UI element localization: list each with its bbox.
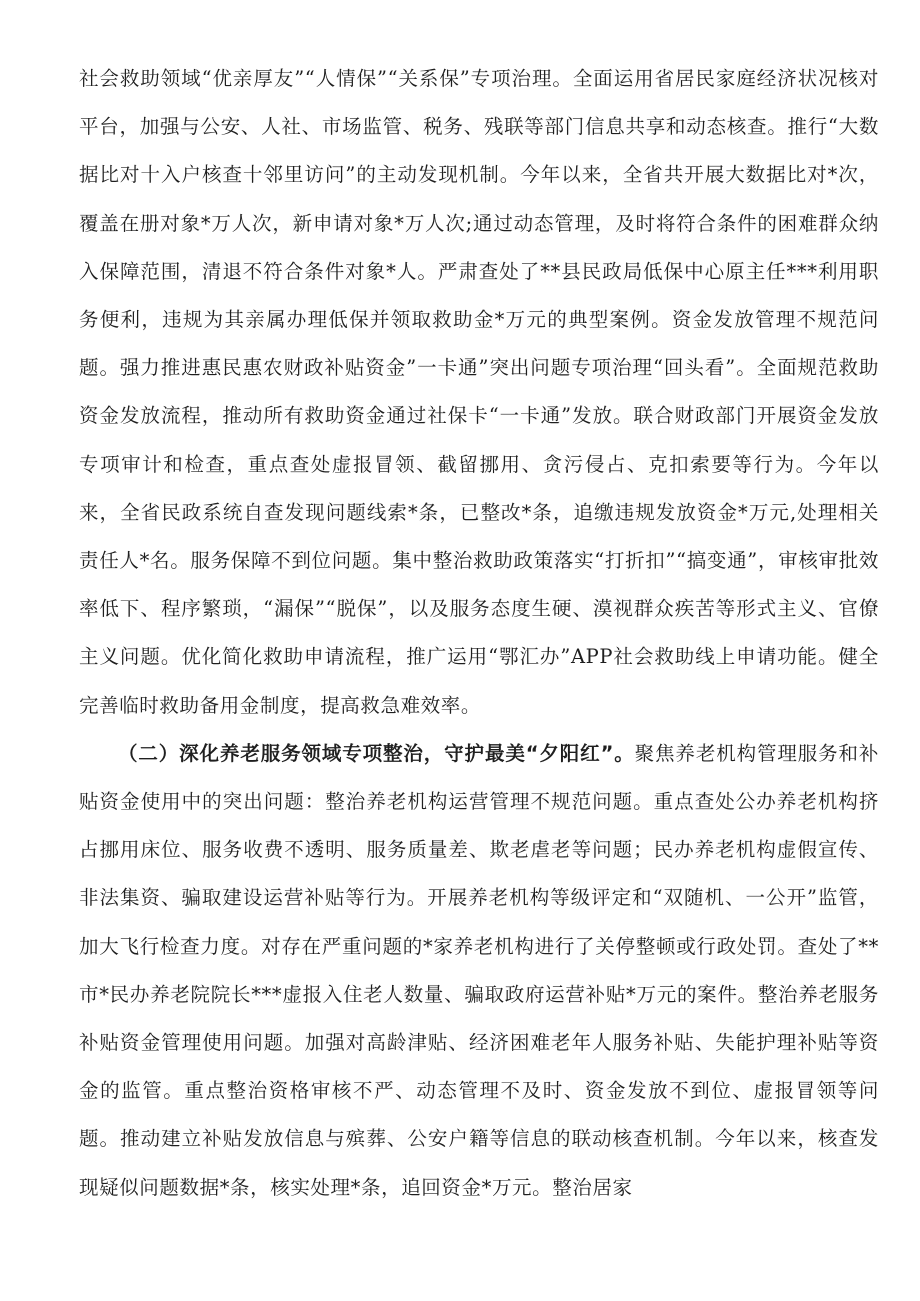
paragraph-social-assistance: 社会救助领域“优亲厚友”“人情保”“关系保”专项治理。全面运用省居民家庭经济状况核对平台，加强与公安、人社、市场监管、税务、残联等部门信息共享和动态核查。推行“大数据比对十入户核查十邻里访问”的主动发现机制。今年以来，全省共开展大数据比对*次，覆盖在册对象*万人次，新申请对象*万人次;通过动态管理，及时将符合条件的困难群众纳入保障范围，清退不符合条件对象*人。严肃查处了**县民政局低保中心原主任***利用职务便利，违规为其亲属办理低保并领取救助金*万元的典型案例。资金发放管理不规范问题。强力推进惠民惠农财政补贴资金”一卡通”突出问题专项治理“回头看”。全面规范救助资金发放流程，推动所有救助资金通过社保卡“一卡通”发放。联合财政部门开展资金发放专项审计和检查，重点查处虚报冒领、截留挪用、贪污侵占、克扣索要等行为。今年以来，全省民政系统自查发现问题线索*条，已整改*条，追缴违规发放资金*万元,处理相关责任人*名。服务保障不到位问题。集中整治救助政策落实“打折扣”“搞变通”，审核审批效率低下、程序繁琐，“漏保”“脱保”，以及服务态度生硬、漠视群众疾苦等形式主义、官僚主义问题。优化简化救助申请流程，推广运用“鄂汇办”APP社会救助线上申请功能。健全完善临时救助备用金制度，提高救急难效率。 bbox=[79, 67, 879, 717]
paragraph-elderly-care bbox=[79, 730, 879, 1212]
paragraph-elderly-care-body: 聚焦养老机构管理服务和补贴资金使用中的突出问题：整治养老机构运营管理不规范问题。重点查处公办养老机构挤占挪用床位、服务收费不透明、服务质量差、欺老虐老等问题；民办养老机构虚假宣传、非法集资、骗取建设运营补贴等行为。开展养老机构等级评定和“双随机、一公开”监管，加大飞行检查力度。对存在严重问题的*家养老机构进行了关停整顿或行政处罚。查处了**市*民办养老院院长***虚报入住老人数量、骗取政府运营补贴*万元的案件。整治养老服务补贴资金管理使用问题。加强对高龄津贴、经济困难老年人服务补贴、失能护理补贴等资金的监管。重点整治资格审核不严、动态管理不及时、资金发放不到位、虚报冒领等问题。推动建立补贴发放信息与殡葬、公安户籍等信息的联动核查机制。今年以来，核查发现疑似问题数据*条，核实处理*条，追回资金*万元。整治居家 bbox=[79, 741, 879, 1199]
document-body bbox=[79, 55, 879, 1212]
section-heading-elderly-care: （二）深化养老服务领域专项整治，守护最美“夕阳红”。 bbox=[118, 741, 635, 765]
